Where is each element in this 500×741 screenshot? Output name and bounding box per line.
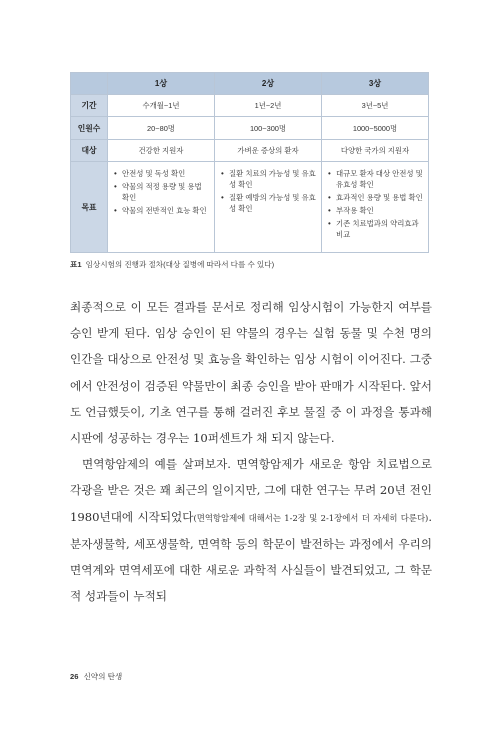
book-title: 신약의 탄생: [83, 672, 123, 681]
row-label-participants: 인원수: [71, 117, 108, 140]
goal-item: • 안전성 및 독성 확인: [122, 168, 210, 179]
goal-item: • 효과적인 용량 및 용법 확인: [336, 192, 424, 203]
goal-item: • 대규모 환자 대상 안전성 및 유효성 확인: [336, 168, 424, 190]
paragraph-2-note: (면역항암제에 대해서는 1-2장 및 2-1장에서 더 자세히 다룬다): [193, 512, 429, 523]
paragraph-2-part-b: . 분자생물학, 세포생물학, 면역학 등의 학문이 발전하는 과정에서 우리의 면역계와 면역세포에 대한 새로운 과학적 사실들이 발견되었고, 그 학문적 성과들이 누적되: [70, 509, 432, 604]
cell-participants-phase-3: 1000~5000명: [322, 117, 429, 140]
page-footer: [70, 671, 122, 682]
cell-participants-phase-2: 100~300명: [215, 117, 322, 140]
page-number: 26: [70, 672, 79, 681]
goal-list-phase-1: [108, 168, 214, 216]
cell-goals-phase-2: [215, 162, 322, 253]
goal-list-phase-2: [215, 168, 321, 214]
table-row-participants: [71, 117, 429, 140]
goal-item: • 부작용 확인: [336, 205, 424, 216]
goal-item: • 질환 치료의 가능성 및 유효성 확인: [229, 168, 317, 190]
body-text: [70, 294, 432, 609]
goal-item: • 약물의 전반적인 효능 확인: [122, 205, 210, 216]
table-header-phase-3: 3상: [322, 73, 429, 95]
clinical-trial-table: [70, 72, 429, 253]
table-row-goals: [71, 162, 429, 253]
table-caption: [70, 259, 430, 270]
paragraph-2: [70, 451, 432, 609]
table-caption-text: 임상시험의 진행과 절차(대상 질병에 따라서 다를 수 있다): [85, 260, 275, 269]
paragraph-1: 최종적으로 이 모든 결과를 문서로 정리해 임상시험이 가능한지 여부를 승인 받게 된다. 임상 승인이 된 약물의 경우는 실험 동물 및 수천 명의 인간을 대상으로 안전성 및 효능을 확인하는 임상 시험이 이어진다. 그중에서 안전성이 검증된 약물만이 최종 승인을 받아 판매가 시작된다. 앞서도 언급했듯이, 기초 연구를 통해 걸러진 후보 물질 중 이 과정을 통과해 시판에 성공하는 경우는 10퍼센트가 채 되지 않는다.: [70, 300, 432, 446]
cell-target-phase-2: 가벼운 증상의 환자: [215, 140, 322, 162]
goal-item: • 기존 치료법과의 약리효과 비교: [336, 218, 424, 240]
row-label-period: 기간: [71, 95, 108, 117]
table-header-phase-1: 1상: [108, 73, 215, 95]
cell-period-phase-2: 1년~2년: [215, 95, 322, 117]
table-header-corner: [71, 73, 108, 95]
cell-target-phase-1: 건강한 지원자: [108, 140, 215, 162]
table-row-target: [71, 140, 429, 162]
table-row-period: [71, 95, 429, 117]
table-caption-number: 표1: [70, 260, 82, 269]
cell-participants-phase-1: 20~80명: [108, 117, 215, 140]
goal-item: • 약물의 적정 용량 및 용법 확인: [122, 181, 210, 203]
goal-item: • 질환 예방의 가능성 및 유효성 확인: [229, 192, 317, 214]
row-label-target: 대상: [71, 140, 108, 162]
clinical-trial-table-container: [70, 72, 428, 253]
row-label-goals: 목표: [71, 162, 108, 253]
cell-target-phase-3: 다양한 국가의 지원자: [322, 140, 429, 162]
cell-goals-phase-3: [322, 162, 429, 253]
goal-list-phase-3: [322, 168, 428, 240]
cell-goals-phase-1: [108, 162, 215, 253]
cell-period-phase-1: 수개월~1년: [108, 95, 215, 117]
paragraph-2-part-a: 면역항암제의 예를 살펴보자. 면역항암제가 새로운 항암 치료법으로 각광을 받은 것은 꽤 최근의 일이지만, 그에 대한 연구는 무려 20년 전인 1980년대에 시작되었다: [70, 457, 432, 524]
cell-period-phase-3: 3년~5년: [322, 95, 429, 117]
table-header-phase-2: 2상: [215, 73, 322, 95]
table-header-row: [71, 73, 429, 95]
